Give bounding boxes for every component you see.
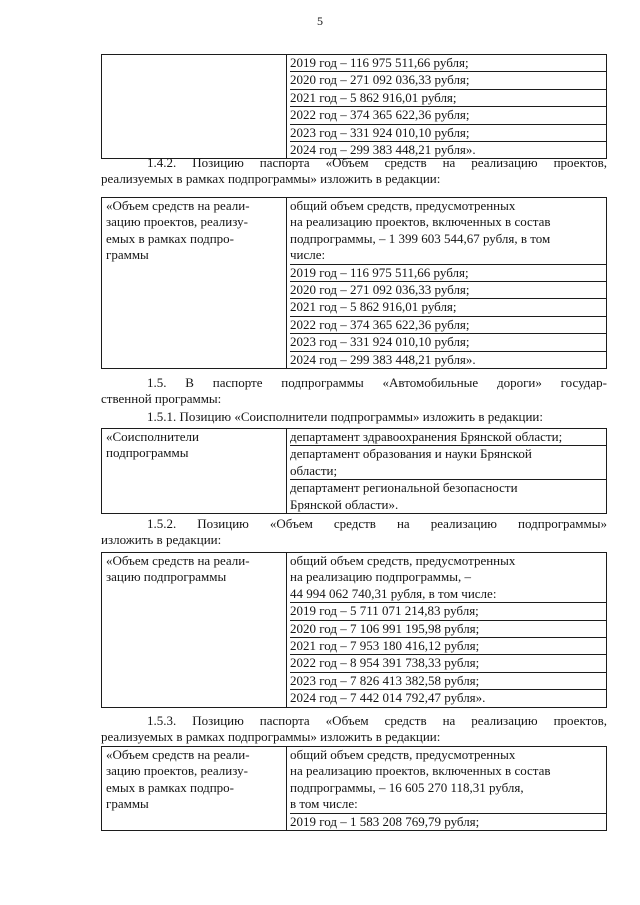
value-line: на реализацию подпрограммы, – [290, 569, 471, 585]
table-1-5-3-label-cell [102, 747, 287, 830]
year-line: 2021 год – 5 862 916,01 рубля; [290, 90, 606, 107]
value-line: департамент региональной безопасности [290, 480, 518, 496]
paragraph-line: ственной программы: [101, 391, 222, 407]
label-line: зацию проектов, реализу- [106, 763, 248, 779]
paragraph-line: 1.5. В паспорте подпрограммы «Автомобильные дороги» государ- [147, 375, 607, 390]
paragraph-1-5-3 [101, 713, 607, 746]
value-line: общий объем средств, предусмотренных [290, 553, 516, 568]
paragraph-line: изложить в редакции: [101, 532, 222, 548]
value-line: в том числе: [290, 796, 606, 813]
table-1-5-2 [101, 552, 607, 708]
paragraph-line: 1.5.2. Позицию «Объем средств на реализацию подпрограммы» [147, 516, 607, 531]
value-line: общий объем средств, предусмотренных [290, 747, 516, 762]
table-1-5-2-label-cell [102, 553, 287, 707]
table-1-4-2-label-cell [102, 198, 287, 368]
year-line: 2023 год – 331 924 010,10 рубля; [290, 125, 606, 142]
year-line: 2019 год – 1 583 208 769,79 рубля; [290, 813, 480, 829]
value-line: области; [290, 463, 606, 480]
year-line: 2022 год – 374 365 622,36 рубля; [290, 107, 606, 124]
year-line: 2020 год – 271 092 036,33 рубля; [290, 72, 606, 89]
year-line: 2019 год – 5 711 071 214,83 рубля; [290, 603, 606, 620]
year-line: 2021 год – 5 862 916,01 рубля; [290, 299, 606, 316]
year-line: 2022 год – 8 954 391 738,33 рубля; [290, 655, 606, 672]
paragraph-line: 1.4.2. Позицию паспорта «Объем средств на реализацию проектов, [147, 155, 607, 170]
label-line: граммы [106, 247, 149, 263]
paragraph-line: реализуемых в рамках подпрограммы» изложить в редакции: [101, 171, 441, 187]
value-line: Брянской области». [290, 496, 399, 512]
paragraph-1-5-2 [101, 516, 607, 549]
label-line: «Объем средств на реали- [106, 553, 250, 568]
table-1-4-2 [101, 197, 607, 369]
paragraph-1-4-2 [101, 155, 607, 188]
value-line: подпрограммы, – 1 399 603 544,67 рубля, в том [290, 230, 551, 246]
table-1-5-3 [101, 746, 607, 831]
value-line: департамент здравоохранения Брянской области; [290, 429, 606, 446]
label-line: зацию подпрограммы [106, 569, 227, 585]
label-line-empty [106, 813, 286, 829]
label-line: «Объем средств на реали- [106, 198, 250, 213]
label-line: емых в рамках подпро- [106, 230, 234, 246]
table-1-5-1-value-cell [287, 429, 606, 513]
year-line: 2020 год – 7 106 991 195,98 рубля; [290, 621, 606, 638]
table-1-5-1-label-cell [102, 429, 287, 513]
table-top-right-cell [287, 55, 606, 158]
label-line: «Соисполнители [106, 429, 199, 444]
paragraph-line: реализуемых в рамках подпрограммы» изложить в редакции: [101, 729, 441, 745]
value-line: на реализацию проектов, включенных в состав [290, 214, 551, 230]
value-line: 44 994 062 740,31 рубля, в том числе: [290, 586, 606, 603]
year-line: 2019 год – 116 975 511,66 рубля; [290, 265, 606, 282]
page-number: 5 [317, 14, 323, 28]
value-line: на реализацию проектов, включенных в состав [290, 763, 551, 779]
value-line: общий объем средств, предусмотренных [290, 198, 516, 213]
label-line: емых в рамках подпро- [106, 779, 234, 795]
year-line: 2022 год – 374 365 622,36 рубля; [290, 317, 606, 334]
paragraph-1-5-1 [101, 409, 607, 425]
paragraph-line: 1.5.1. Позицию «Соисполнители подпрограммы» изложить в редакции: [147, 409, 544, 424]
label-line: граммы [106, 796, 149, 812]
value-line: подпрограммы, – 16 605 270 118,31 рубля, [290, 779, 524, 795]
year-line: 2024 год – 299 383 448,21 рубля». [290, 351, 476, 367]
year-line: 2019 год – 116 975 511,66 рубля; [290, 55, 606, 72]
year-line: 2024 год – 299 383 448,21 рубля». [290, 141, 476, 157]
label-line: подпрограммы [106, 445, 189, 461]
value-line: департамент образования и науки Брянской [290, 446, 532, 462]
paragraph-1-5 [101, 375, 607, 408]
year-line: 2020 год – 271 092 036,33 рубля; [290, 282, 606, 299]
paragraph-line: 1.5.3. Позицию паспорта «Объем средств на реализацию проектов, [147, 713, 607, 728]
year-line: 2021 год – 7 953 180 416,12 рубля; [290, 638, 606, 655]
year-line: 2023 год – 7 826 413 382,58 рубля; [290, 673, 606, 690]
value-line: числе: [290, 247, 606, 264]
table-top-left-cell [102, 55, 287, 158]
year-line: 2024 год – 7 442 014 792,47 рубля». [290, 690, 486, 706]
year-line: 2023 год – 331 924 010,10 рубля; [290, 334, 606, 351]
table-1-5-1 [101, 428, 607, 514]
label-line: «Объем средств на реали- [106, 747, 250, 762]
table-1-5-3-value-cell [287, 747, 606, 830]
label-line: зацию проектов, реализу- [106, 214, 248, 230]
table-1-5-2-value-cell [287, 553, 606, 707]
table-1-4-2-value-cell [287, 198, 606, 368]
table-top-continuation [101, 54, 607, 159]
